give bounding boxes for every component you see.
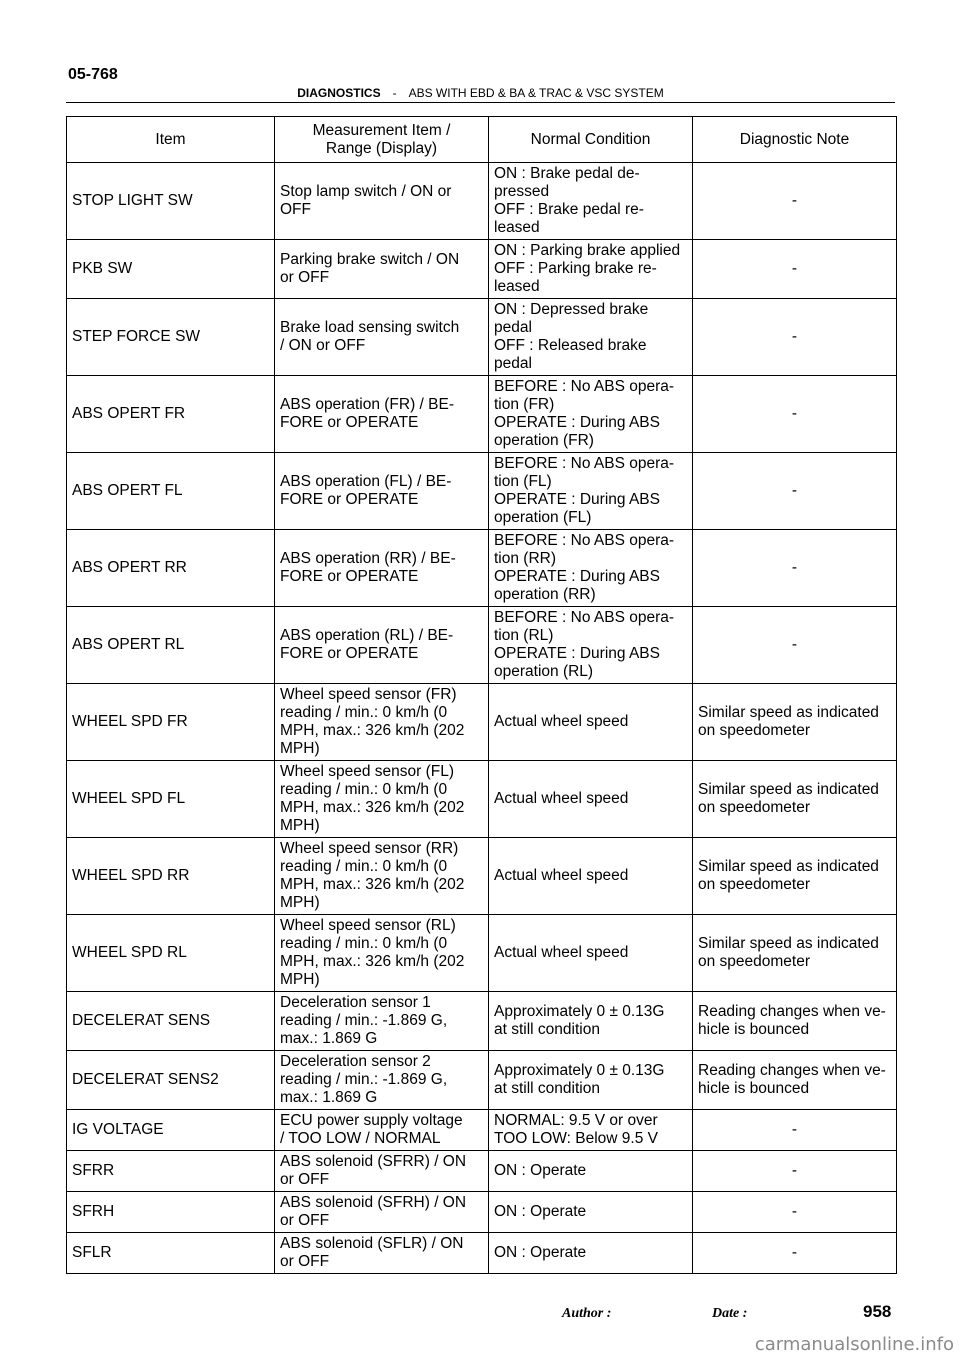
cell-condition bbox=[489, 163, 693, 240]
cell-condition-text: Approximately 0 ± 0.13G at still condition bbox=[494, 1062, 665, 1097]
cell-item bbox=[67, 299, 275, 376]
table-row bbox=[67, 607, 897, 684]
cell-note-text: Similar speed as indicated on speedometer bbox=[698, 858, 879, 893]
cell-measurement bbox=[275, 684, 489, 761]
cell-note-text: Similar speed as indicated on speedometer bbox=[698, 704, 879, 739]
cell-condition-text: ON : Brake pedal de- pressed OFF : Brake pedal re- leased bbox=[494, 165, 644, 236]
cell-item-text: ABS OPERT RR bbox=[72, 559, 187, 576]
cell-measurement bbox=[275, 915, 489, 992]
cell-measurement-text: ABS operation (FR) / BE- FORE or OPERATE bbox=[280, 396, 455, 431]
cell-measurement bbox=[275, 376, 489, 453]
column-header-note: Diagnostic Note bbox=[693, 117, 897, 163]
cell-note bbox=[693, 607, 897, 684]
cell-note-text: - bbox=[791, 192, 798, 209]
cell-condition bbox=[489, 530, 693, 607]
page-number: 958 bbox=[863, 1302, 892, 1321]
cell-item bbox=[67, 915, 275, 992]
cell-measurement bbox=[275, 1151, 489, 1192]
cell-item bbox=[67, 1110, 275, 1151]
cell-note bbox=[693, 299, 897, 376]
cell-measurement-text: Wheel speed sensor (FL) reading / min.: 0 km/h (0 MPH, max.: 326 km/h (202 MPH) bbox=[280, 763, 465, 834]
cell-condition bbox=[489, 684, 693, 761]
header-rule bbox=[66, 102, 895, 103]
cell-note bbox=[693, 1110, 897, 1151]
cell-condition-text: Actual wheel speed bbox=[494, 713, 629, 730]
cell-item-text: ABS OPERT RL bbox=[72, 636, 185, 653]
cell-condition bbox=[489, 1233, 693, 1274]
cell-item-text: SFRR bbox=[72, 1162, 115, 1179]
cell-condition-text: Actual wheel speed bbox=[494, 867, 629, 884]
cell-note bbox=[693, 915, 897, 992]
table-row bbox=[67, 376, 897, 453]
table-row bbox=[67, 1233, 897, 1274]
cell-measurement bbox=[275, 761, 489, 838]
table-row bbox=[67, 915, 897, 992]
cell-measurement-text: ABS operation (RL) / BE- FORE or OPERATE bbox=[280, 627, 454, 662]
cell-note bbox=[693, 1233, 897, 1274]
table-row bbox=[67, 240, 897, 299]
cell-note bbox=[693, 240, 897, 299]
author-label: Author : bbox=[562, 1306, 612, 1321]
cell-condition bbox=[489, 607, 693, 684]
cell-note-text: Similar speed as indicated on speedometer bbox=[698, 935, 879, 970]
cell-measurement-text: ABS solenoid (SFRR) / ON or OFF bbox=[280, 1153, 467, 1188]
diagnostic-data-table bbox=[66, 116, 897, 1274]
cell-note-text: Reading changes when ve- hicle is bounced bbox=[698, 1003, 886, 1038]
cell-condition bbox=[489, 299, 693, 376]
cell-item-text: WHEEL SPD FR bbox=[72, 713, 188, 730]
cell-measurement-text: Deceleration sensor 2 reading / min.: -1.869 G, max.: 1.869 G bbox=[280, 1053, 448, 1106]
cell-condition-text: ON : Parking brake applied OFF : Parking brake re- leased bbox=[494, 242, 681, 295]
cell-measurement-text: ECU power supply voltage / TOO LOW / NORMAL bbox=[280, 1112, 463, 1147]
cell-note bbox=[693, 761, 897, 838]
cell-item-text: DECELERAT SENS2 bbox=[72, 1071, 219, 1088]
cell-item-text: PKB SW bbox=[72, 260, 133, 277]
column-header-item: Item bbox=[67, 117, 275, 163]
cell-measurement-text: Wheel speed sensor (RL) reading / min.: 0 km/h (0 MPH, max.: 326 km/h (202 MPH) bbox=[280, 917, 465, 988]
cell-note bbox=[693, 684, 897, 761]
cell-note-text: - bbox=[791, 1244, 798, 1261]
cell-item-text: SFRH bbox=[72, 1203, 115, 1220]
cell-item bbox=[67, 376, 275, 453]
cell-item bbox=[67, 607, 275, 684]
cell-measurement-text: ABS solenoid (SFLR) / ON or OFF bbox=[280, 1235, 464, 1270]
cell-item-text: DECELERAT SENS bbox=[72, 1012, 211, 1029]
cell-note-text: - bbox=[791, 405, 798, 422]
cell-item-text: STOP LIGHT SW bbox=[72, 192, 193, 209]
cell-condition-text: Approximately 0 ± 0.13G at still condition bbox=[494, 1003, 665, 1038]
cell-condition-text: BEFORE : No ABS opera- tion (FR) OPERATE : During ABS operation (FR) bbox=[494, 378, 675, 449]
cell-item bbox=[67, 838, 275, 915]
cell-measurement-text: Wheel speed sensor (FR) reading / min.: 0 km/h (0 MPH, max.: 326 km/h (202 MPH) bbox=[280, 686, 465, 757]
cell-item-text: WHEEL SPD RL bbox=[72, 944, 187, 961]
subsection-title: ABS WITH EBD & BA & TRAC & VSC SYSTEM bbox=[408, 86, 664, 100]
cell-item bbox=[67, 1233, 275, 1274]
cell-measurement bbox=[275, 240, 489, 299]
cell-item bbox=[67, 163, 275, 240]
cell-note-text: - bbox=[791, 328, 798, 345]
cell-note-text: Reading changes when ve- hicle is bounced bbox=[698, 1062, 886, 1097]
cell-item bbox=[67, 530, 275, 607]
cell-condition bbox=[489, 761, 693, 838]
date-label: Date : bbox=[712, 1306, 748, 1321]
cell-measurement-text: ABS operation (FL) / BE- FORE or OPERATE bbox=[280, 473, 452, 508]
cell-measurement bbox=[275, 453, 489, 530]
cell-note-text: - bbox=[791, 1203, 798, 1220]
cell-item bbox=[67, 1192, 275, 1233]
cell-note bbox=[693, 1051, 897, 1110]
cell-item bbox=[67, 1051, 275, 1110]
cell-measurement bbox=[275, 607, 489, 684]
cell-condition bbox=[489, 1151, 693, 1192]
cell-item-text: ABS OPERT FL bbox=[72, 482, 183, 499]
table-row bbox=[67, 1151, 897, 1192]
cell-item-text: ABS OPERT FR bbox=[72, 405, 186, 422]
table-row bbox=[67, 530, 897, 607]
cell-measurement bbox=[275, 299, 489, 376]
cell-item-text: SFLR bbox=[72, 1244, 112, 1261]
cell-measurement bbox=[275, 1110, 489, 1151]
watermark: carmanualsonline.info bbox=[754, 1334, 954, 1355]
cell-condition bbox=[489, 1110, 693, 1151]
cell-note-text: Similar speed as indicated on speedometer bbox=[698, 781, 879, 816]
cell-condition bbox=[489, 240, 693, 299]
cell-measurement-text: Wheel speed sensor (RR) reading / min.: 0 km/h (0 MPH, max.: 326 km/h (202 MPH) bbox=[280, 840, 465, 911]
cell-note-text: - bbox=[791, 482, 798, 499]
cell-note bbox=[693, 163, 897, 240]
cell-measurement bbox=[275, 838, 489, 915]
cell-measurement-text: Brake load sensing switch / ON or OFF bbox=[280, 319, 460, 354]
cell-condition-text: Actual wheel speed bbox=[494, 790, 629, 807]
cell-measurement-text: Stop lamp switch / ON or OFF bbox=[280, 183, 452, 218]
section-separator: - bbox=[392, 86, 397, 100]
cell-condition-text: BEFORE : No ABS opera- tion (RR) OPERATE : During ABS operation (RR) bbox=[494, 532, 675, 603]
cell-measurement bbox=[275, 1233, 489, 1274]
cell-item bbox=[67, 1151, 275, 1192]
cell-item bbox=[67, 240, 275, 299]
cell-measurement-text: ABS solenoid (SFRH) / ON or OFF bbox=[280, 1194, 467, 1229]
cell-note bbox=[693, 530, 897, 607]
cell-condition-text: BEFORE : No ABS opera- tion (RL) OPERATE : During ABS operation (RL) bbox=[494, 609, 675, 680]
cell-measurement-text: ABS operation (RR) / BE- FORE or OPERATE bbox=[280, 550, 456, 585]
cell-condition bbox=[489, 838, 693, 915]
cell-condition bbox=[489, 453, 693, 530]
cell-note bbox=[693, 376, 897, 453]
cell-note bbox=[693, 453, 897, 530]
cell-item bbox=[67, 684, 275, 761]
column-header-measurement: Measurement Item / Range (Display) bbox=[275, 117, 489, 163]
cell-condition-text: ON : Operate bbox=[494, 1203, 587, 1220]
table-row bbox=[67, 453, 897, 530]
cell-note-text: - bbox=[791, 636, 798, 653]
table-row bbox=[67, 1192, 897, 1233]
section-title: DIAGNOSTICS bbox=[297, 86, 381, 100]
cell-item bbox=[67, 992, 275, 1051]
table-row bbox=[67, 1051, 897, 1110]
cell-note-text: - bbox=[791, 559, 798, 576]
cell-note bbox=[693, 1192, 897, 1233]
cell-item bbox=[67, 761, 275, 838]
cell-item-text: STEP FORCE SW bbox=[72, 328, 201, 345]
cell-item bbox=[67, 453, 275, 530]
cell-condition bbox=[489, 915, 693, 992]
section-header bbox=[66, 86, 895, 100]
cell-condition-text: ON : Operate bbox=[494, 1162, 587, 1179]
cell-measurement bbox=[275, 1192, 489, 1233]
cell-note-text: - bbox=[791, 1121, 798, 1138]
table-row bbox=[67, 761, 897, 838]
table-row bbox=[67, 684, 897, 761]
cell-condition bbox=[489, 1192, 693, 1233]
cell-condition-text: NORMAL: 9.5 V or over TOO LOW: Below 9.5 V bbox=[494, 1112, 658, 1147]
cell-condition-text: ON : Operate bbox=[494, 1244, 587, 1261]
cell-item-text: WHEEL SPD RR bbox=[72, 867, 190, 884]
cell-condition bbox=[489, 376, 693, 453]
table-row bbox=[67, 163, 897, 240]
cell-note bbox=[693, 838, 897, 915]
cell-measurement bbox=[275, 992, 489, 1051]
cell-condition bbox=[489, 1051, 693, 1110]
cell-note bbox=[693, 1151, 897, 1192]
cell-item-text: IG VOLTAGE bbox=[72, 1121, 164, 1138]
table-row bbox=[67, 1110, 897, 1151]
table-row bbox=[67, 299, 897, 376]
cell-item-text: WHEEL SPD FL bbox=[72, 790, 186, 807]
table-row bbox=[67, 838, 897, 915]
cell-measurement bbox=[275, 1051, 489, 1110]
cell-measurement-text: Parking brake switch / ON or OFF bbox=[280, 251, 460, 286]
page-code: 05-768 bbox=[68, 66, 118, 83]
cell-measurement-text: Deceleration sensor 1 reading / min.: -1.869 G, max.: 1.869 G bbox=[280, 994, 448, 1047]
cell-note bbox=[693, 992, 897, 1051]
cell-condition-text: BEFORE : No ABS opera- tion (FL) OPERATE : During ABS operation (FL) bbox=[494, 455, 675, 526]
cell-measurement bbox=[275, 530, 489, 607]
cell-measurement bbox=[275, 163, 489, 240]
table-header-row bbox=[67, 117, 897, 163]
column-header-condition: Normal Condition bbox=[489, 117, 693, 163]
table-row bbox=[67, 992, 897, 1051]
cell-condition bbox=[489, 992, 693, 1051]
cell-note-text: - bbox=[791, 1162, 798, 1179]
cell-condition-text: Actual wheel speed bbox=[494, 944, 629, 961]
cell-note-text: - bbox=[791, 260, 798, 277]
cell-condition-text: ON : Depressed brake pedal OFF : Released brake pedal bbox=[494, 301, 649, 372]
